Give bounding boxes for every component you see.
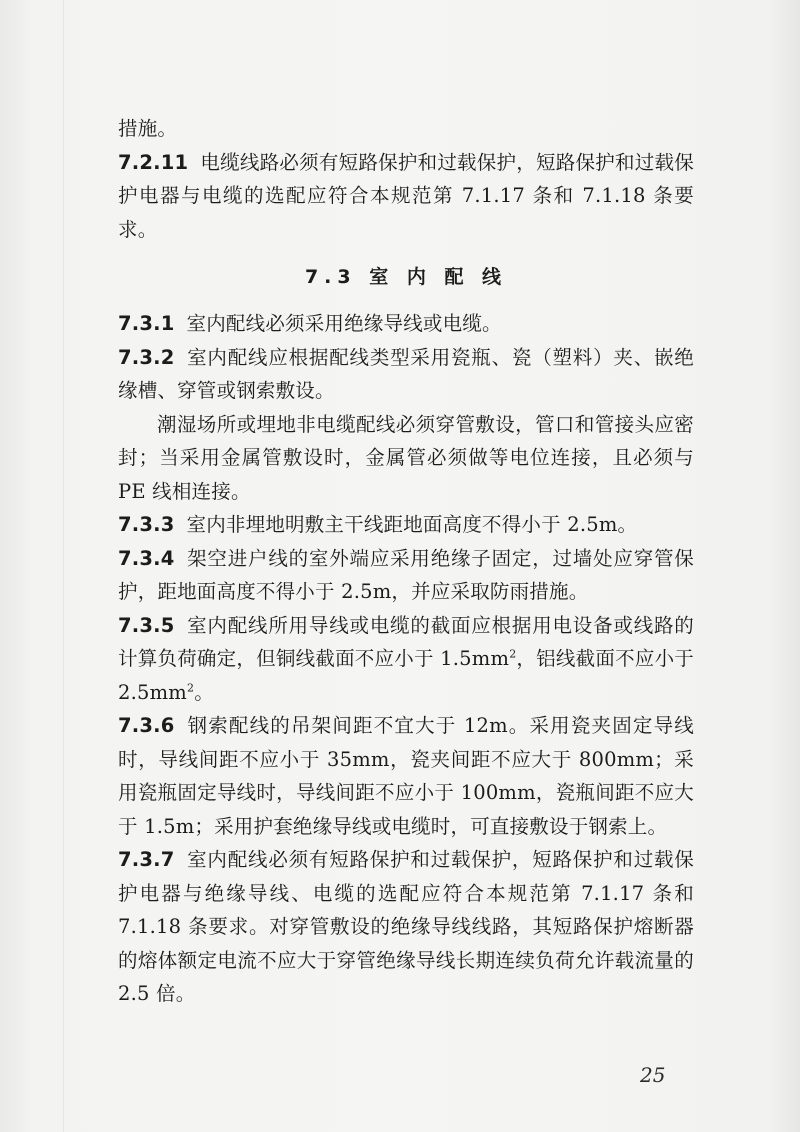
clause-7-3-6	[118, 709, 694, 843]
clause-7-3-5	[118, 609, 694, 710]
clause-7-3-2-paragraph-2	[118, 408, 694, 509]
clause-number: 7.3.4	[118, 546, 175, 570]
clause-7-3-4	[118, 542, 694, 609]
clause-text: 室内配线应根据配线类型采用瓷瓶、瓷（塑料）夹、嵌绝缘槽、穿管或钢索敷设。	[118, 345, 694, 402]
clause-number: 7.3.5	[118, 613, 175, 637]
clause-number: 7.2.11	[118, 150, 189, 174]
clause-number: 7.3.1	[118, 312, 175, 335]
paragraph-text: 措施。	[118, 117, 178, 140]
clause-text: 架空进户线的室外端应采用绝缘子固定，过墙处应穿管保护，距地面高度不得小于 2.5m，并应采取防雨措施。	[118, 546, 694, 603]
clause-number: 7.3.6	[118, 714, 175, 737]
clause-text-part-a: 室内配线所用导线或电缆的截面应根据用电设备或线路的计算负荷确定，但铜线截面不应小于 1.5mm	[118, 613, 694, 670]
clause-7-3-2	[118, 341, 694, 408]
superscript: 2	[509, 647, 517, 661]
continued-paragraph	[118, 112, 694, 146]
clause-text: 钢索配线的吊架间距不宜大于 12m。采用瓷夹固定导线时，导线间距不应小于 35mm，瓷夹间距不应大于 800mm；采用瓷瓶固定导线时，导线间距不应小于 100mm，瓷瓶间距不应大于 1.5m；采用护套绝缘导线或电缆时，可直接敷设于钢索上。	[118, 714, 694, 838]
clause-text-part-b: ，铝线截面不应小于 2.5mm	[118, 647, 694, 704]
clause-number: 7.3.7	[118, 848, 175, 871]
clause-7-2-11	[118, 146, 694, 247]
clause-text: 室内配线必须有短路保护和过载保护，短路保护和过载保护电器与绝缘导线、电缆的选配应符合本规范第 7.1.17 条和 7.1.18 条要求。对穿管敷设的绝缘导线线路，其短路保护熔断器的熔体额定电流不应大于穿管绝缘导线长期连续负荷允许载流量的 2.5 倍。	[118, 848, 694, 1005]
binding-margin-shadow	[63, 0, 64, 1132]
clause-text-part-c: 。	[194, 680, 214, 704]
clause-text: 电缆线路必须有短路保护和过载保护，短路保护和过载保护电器与电缆的选配应符合本规范第 7.1.17 条和 7.1.18 条要求。	[118, 150, 694, 241]
section-heading: 7.3 室 内 配 线	[304, 266, 508, 288]
superscript: 2	[187, 681, 195, 694]
clause-text: 室内配线必须采用绝缘导线或电缆。	[186, 312, 502, 335]
clause-7-3-7	[118, 843, 694, 1011]
clause-number: 7.3.2	[118, 345, 175, 369]
clause-text: 室内非埋地明敷主干线距地面高度不得小于 2.5m。	[186, 513, 638, 536]
clause-7-3-3	[118, 508, 694, 542]
clause-number: 7.3.3	[118, 513, 175, 536]
page-body	[118, 112, 694, 1011]
clause-7-3-1	[118, 307, 694, 341]
page-number: 25	[640, 1063, 666, 1087]
clause-text: 潮湿场所或埋地非电缆配线必须穿管敷设，管口和管接头应密封；当采用金属管敷设时，金属管必须做等电位连接，且必须与 PE 线相连接。	[118, 412, 694, 503]
